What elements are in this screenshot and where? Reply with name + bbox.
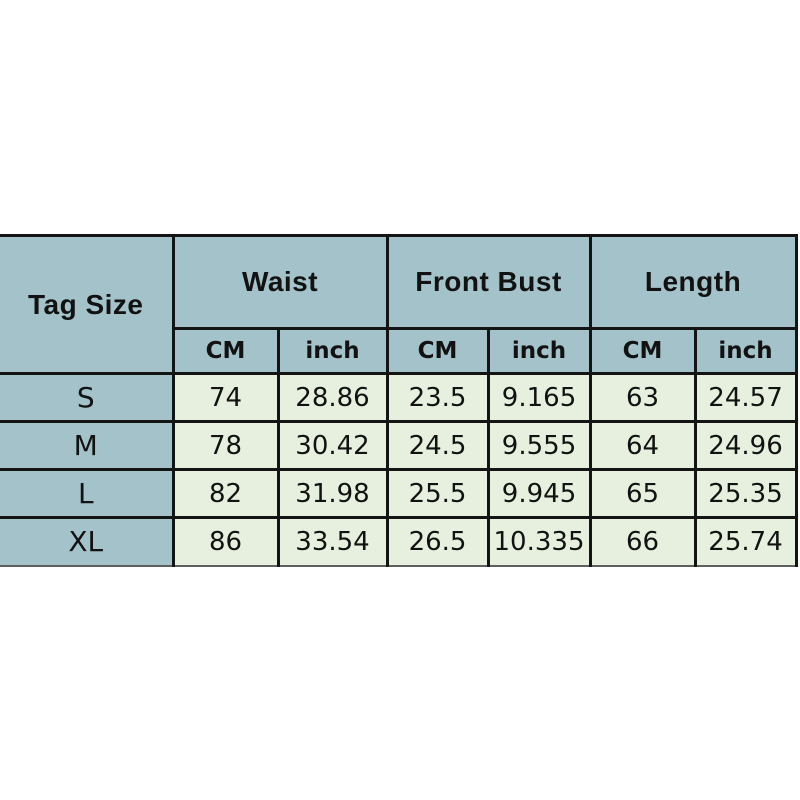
group-header-length: Length <box>590 236 796 329</box>
cell-value: 24.57 <box>695 374 796 422</box>
table-row-m <box>0 422 796 470</box>
cell-value: 64 <box>590 422 695 470</box>
unit-header-length-cm: CM <box>590 329 695 374</box>
cell-value: 26.5 <box>387 518 488 566</box>
table-row-l <box>0 470 796 518</box>
cell-value: 63 <box>590 374 695 422</box>
cell-value: 9.945 <box>488 470 590 518</box>
cell-value: 78 <box>173 422 278 470</box>
cell-value: 33.54 <box>278 518 387 566</box>
row-size-label: S <box>0 374 173 422</box>
cell-value: 24.96 <box>695 422 796 470</box>
cell-value: 23.5 <box>387 374 488 422</box>
row-size-label: M <box>0 422 173 470</box>
cell-value: 25.5 <box>387 470 488 518</box>
cell-value: 25.35 <box>695 470 796 518</box>
table-row-xl <box>0 518 796 566</box>
cell-value: 31.98 <box>278 470 387 518</box>
size-chart-table <box>0 234 798 567</box>
group-header-waist: Waist <box>173 236 387 329</box>
cell-value: 30.42 <box>278 422 387 470</box>
cell-value: 66 <box>590 518 695 566</box>
cell-value: 86 <box>173 518 278 566</box>
unit-header-bust-cm: CM <box>387 329 488 374</box>
cell-value: 82 <box>173 470 278 518</box>
row-size-label: L <box>0 470 173 518</box>
cell-value: 9.555 <box>488 422 590 470</box>
row-size-label: XL <box>0 518 173 566</box>
cell-value: 24.5 <box>387 422 488 470</box>
cell-value: 74 <box>173 374 278 422</box>
corner-header-tag-size: Tag Size <box>0 236 173 374</box>
unit-header-bust-inch: inch <box>488 329 590 374</box>
cell-value: 65 <box>590 470 695 518</box>
group-header-front-bust: Front Bust <box>387 236 590 329</box>
unit-header-waist-cm: CM <box>173 329 278 374</box>
table-row-s <box>0 374 796 422</box>
cell-value: 25.74 <box>695 518 796 566</box>
header-row-groups <box>0 236 796 329</box>
unit-header-waist-inch: inch <box>278 329 387 374</box>
cell-value: 28.86 <box>278 374 387 422</box>
cell-value: 10.335 <box>488 518 590 566</box>
cell-value: 9.165 <box>488 374 590 422</box>
unit-header-length-inch: inch <box>695 329 796 374</box>
